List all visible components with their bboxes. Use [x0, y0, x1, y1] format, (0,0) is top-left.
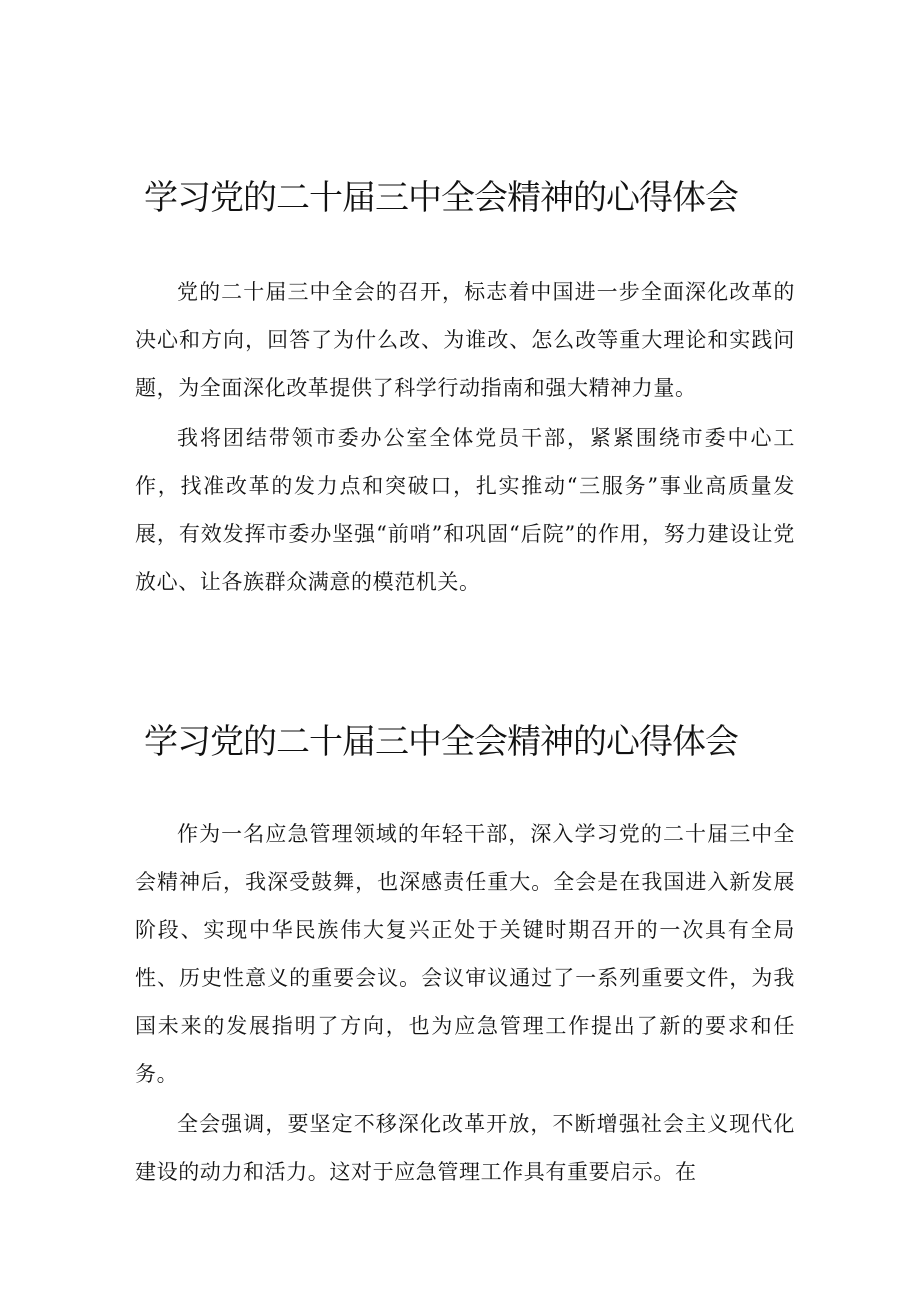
section-1-title: 学习党的二十届三中全会精神的心得体会 — [144, 178, 738, 218]
section-1-paragraph-1: 党的二十届三中全会的召开，标志着中国进一步全面深化改革的决心和方向，回答了为什么改、为谁改、怎么改等重大理论和实践问题，为全面深化改革提供了科学行动指南和强大精神力量。 — [135, 280, 795, 400]
section-2-paragraph-1: 作为一名应急管理领域的年轻干部，深入学习党的二十届三中全会精神后，我深受鼓舞，也深感责任重大。全会是在我国进入新发展阶段、实现中华民族伟大复兴正处于关键时期召开的一次具有全局性、历史性意义的重要会议。会议审议通过了一系列重要文件，为我国未来的发展指明了方向，也为应急管理工作提出了新的要求和任务。 — [135, 822, 795, 1086]
section-2-title: 学习党的二十届三中全会精神的心得体会 — [144, 722, 738, 762]
section-2-paragraph-2: 全会强调，要坚定不移深化改革开放，不断增强社会主义现代化建设的动力和活力。这对于应急管理工作具有重要启示。在 — [135, 1112, 795, 1184]
section-1-paragraph-2: 我将团结带领市委办公室全体党员干部，紧紧围绕市委中心工作，找准改革的发力点和突破口，扎实推动“三服务”事业高质量发展，有效发挥市委办坚强“前哨”和巩固“后院”的作用，努力建设让党放心、让各族群众满意的模范机关。 — [135, 426, 795, 594]
section-1-body — [135, 268, 795, 606]
section-2-body — [135, 810, 795, 1196]
